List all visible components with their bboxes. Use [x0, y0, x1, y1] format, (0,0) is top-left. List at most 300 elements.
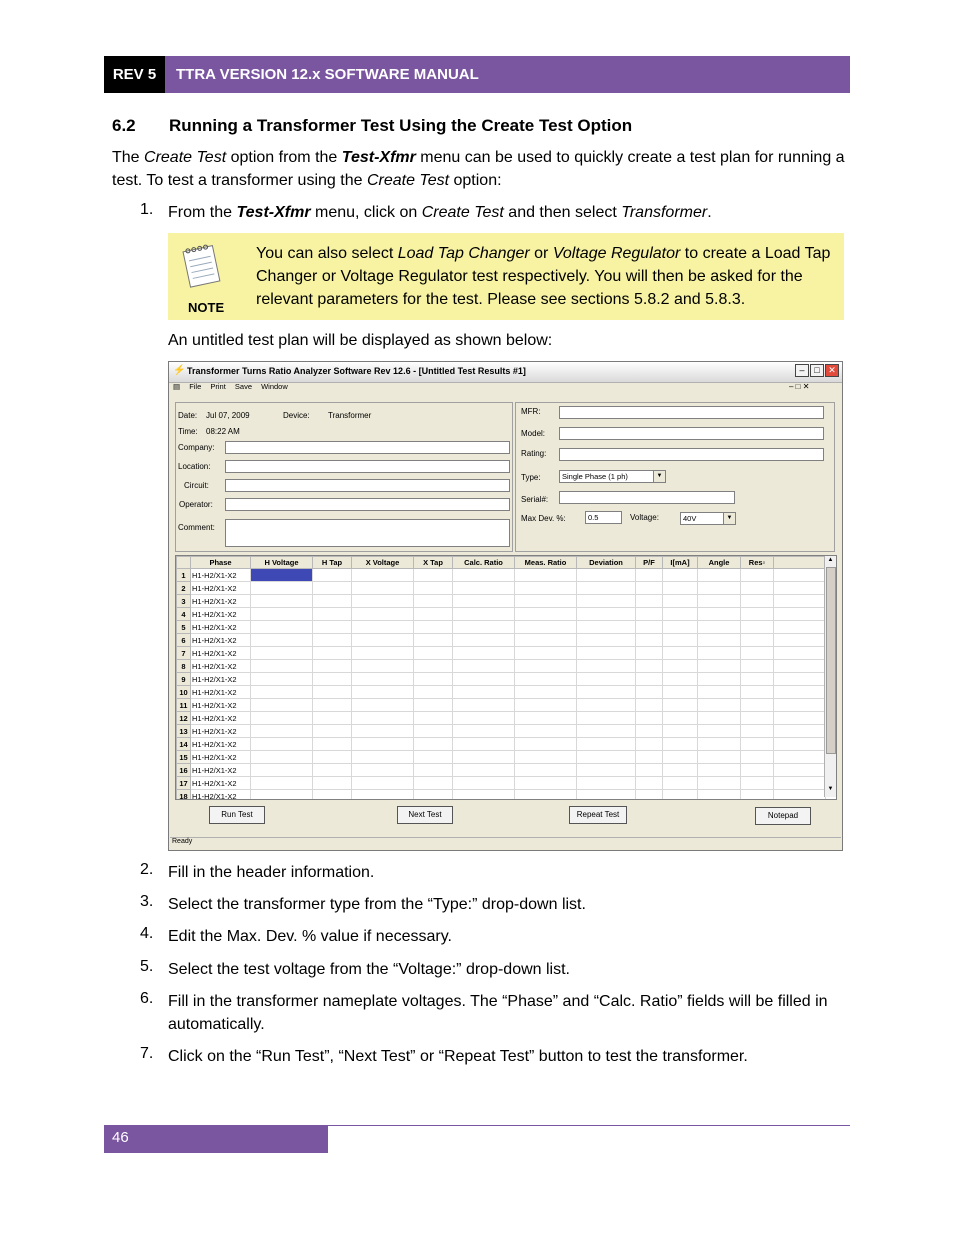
grid-cell[interactable] — [251, 725, 313, 738]
grid-cell[interactable] — [577, 751, 636, 764]
grid-cell[interactable] — [313, 608, 352, 621]
grid-cell[interactable] — [352, 595, 414, 608]
grid-cell[interactable] — [636, 595, 663, 608]
grid-cell[interactable] — [453, 790, 515, 801]
grid-cell[interactable] — [313, 660, 352, 673]
grid-cell[interactable] — [515, 751, 577, 764]
phase-cell[interactable]: H1-H2/X1-X2 — [191, 725, 251, 738]
grid-cell[interactable] — [577, 777, 636, 790]
grid-cell[interactable] — [774, 634, 826, 647]
grid-cell[interactable] — [414, 634, 453, 647]
grid-cell[interactable] — [453, 647, 515, 660]
grid-cell[interactable] — [453, 608, 515, 621]
grid-cell[interactable] — [774, 699, 826, 712]
grid-cell[interactable] — [251, 582, 313, 595]
grid-cell[interactable] — [352, 621, 414, 634]
grid-cell[interactable] — [515, 595, 577, 608]
grid-cell[interactable] — [453, 738, 515, 751]
row-number: 2 — [177, 582, 191, 595]
grid-cell[interactable] — [741, 699, 774, 712]
app-titlebar — [169, 362, 842, 383]
grid-cell[interactable] — [663, 647, 698, 660]
column-header[interactable]: Phase — [191, 557, 251, 569]
grid-cell[interactable] — [636, 751, 663, 764]
grid-cell[interactable] — [414, 751, 453, 764]
grid-cell[interactable] — [774, 582, 826, 595]
menu-print[interactable]: Print — [210, 382, 226, 391]
grid-cell[interactable] — [414, 569, 453, 582]
grid-cell[interactable] — [663, 751, 698, 764]
grid-cell[interactable] — [577, 686, 636, 699]
grid-cell[interactable] — [313, 582, 352, 595]
phase-cell[interactable]: H1-H2/X1-X2 — [191, 777, 251, 790]
grid-cell[interactable] — [313, 738, 352, 751]
grid-cell[interactable] — [577, 621, 636, 634]
grid-cell[interactable] — [251, 595, 313, 608]
location-input[interactable] — [225, 460, 510, 473]
grid-scrollbar[interactable] — [824, 556, 836, 797]
grid-cell[interactable] — [313, 751, 352, 764]
serial-input[interactable] — [559, 491, 735, 504]
grid-cell[interactable] — [313, 621, 352, 634]
grid-cell[interactable] — [251, 777, 313, 790]
grid-cell[interactable] — [414, 608, 453, 621]
grid-cell[interactable] — [313, 725, 352, 738]
phase-cell[interactable]: H1-H2/X1-X2 — [191, 595, 251, 608]
type-dropdown[interactable] — [559, 470, 666, 483]
grid-cell[interactable] — [663, 660, 698, 673]
grid-cell[interactable] — [313, 790, 352, 801]
grid-cell[interactable] — [577, 582, 636, 595]
grid-cell[interactable] — [414, 582, 453, 595]
grid-cell[interactable] — [577, 608, 636, 621]
grid-cell[interactable] — [251, 634, 313, 647]
grid-cell[interactable] — [453, 595, 515, 608]
grid-cell[interactable] — [414, 777, 453, 790]
grid-cell[interactable] — [741, 595, 774, 608]
phase-cell[interactable]: H1-H2/X1-X2 — [191, 686, 251, 699]
grid-cell[interactable] — [352, 764, 414, 777]
grid-cell[interactable] — [636, 790, 663, 801]
company-input[interactable] — [225, 441, 510, 454]
grid-cell[interactable] — [698, 738, 741, 751]
grid-cell[interactable] — [741, 660, 774, 673]
grid-cell[interactable] — [663, 725, 698, 738]
grid-cell[interactable] — [313, 569, 352, 582]
table-row[interactable] — [177, 790, 826, 801]
grid-cell[interactable] — [577, 660, 636, 673]
table-row[interactable] — [177, 712, 826, 725]
grid-cell[interactable] — [577, 725, 636, 738]
grid-cell[interactable] — [251, 686, 313, 699]
grid-cell[interactable] — [577, 647, 636, 660]
grid-cell[interactable] — [698, 712, 741, 725]
grid-cell[interactable] — [251, 608, 313, 621]
grid-cell[interactable] — [774, 569, 826, 582]
phase-cell[interactable]: H1-H2/X1-X2 — [191, 712, 251, 725]
phase-cell[interactable]: H1-H2/X1-X2 — [191, 647, 251, 660]
grid-cell[interactable] — [515, 569, 577, 582]
grid-cell[interactable] — [698, 790, 741, 801]
maximize-icon[interactable]: □ — [810, 364, 824, 377]
grid-cell[interactable] — [453, 777, 515, 790]
grid-cell[interactable] — [515, 777, 577, 790]
grid-cell[interactable] — [577, 634, 636, 647]
column-header[interactable]: Calc. Ratio — [453, 557, 515, 569]
grid-cell[interactable] — [414, 647, 453, 660]
grid-cell[interactable] — [636, 725, 663, 738]
grid-cell[interactable] — [698, 582, 741, 595]
grid-cell[interactable] — [636, 660, 663, 673]
close-icon[interactable]: ✕ — [825, 364, 839, 377]
grid-cell[interactable] — [352, 699, 414, 712]
grid-cell[interactable] — [515, 712, 577, 725]
column-header[interactable]: I[mA] — [663, 557, 698, 569]
grid-cell[interactable] — [515, 673, 577, 686]
grid-cell[interactable] — [741, 621, 774, 634]
grid-cell[interactable] — [352, 738, 414, 751]
table-row[interactable] — [177, 608, 826, 621]
grid-cell[interactable] — [577, 738, 636, 751]
menu-save[interactable]: Save — [234, 382, 252, 391]
table-row[interactable] — [177, 699, 826, 712]
menu-window[interactable]: Window — [261, 382, 288, 391]
grid-cell[interactable] — [251, 647, 313, 660]
column-header[interactable]: Deviation — [577, 557, 636, 569]
table-row[interactable] — [177, 777, 826, 790]
grid-cell[interactable] — [352, 751, 414, 764]
grid-cell[interactable] — [313, 647, 352, 660]
phase-cell[interactable]: H1-H2/X1-X2 — [191, 751, 251, 764]
grid-cell[interactable] — [251, 790, 313, 801]
grid-cell[interactable] — [251, 764, 313, 777]
grid-cell[interactable] — [414, 738, 453, 751]
grid-cell[interactable] — [352, 608, 414, 621]
grid-cell[interactable] — [251, 712, 313, 725]
grid-cell[interactable] — [515, 764, 577, 777]
grid-cell[interactable] — [414, 660, 453, 673]
grid-cell[interactable] — [453, 621, 515, 634]
grid-cell[interactable] — [698, 608, 741, 621]
grid-cell[interactable] — [636, 777, 663, 790]
grid-cell[interactable] — [515, 725, 577, 738]
comment-textarea[interactable] — [225, 519, 510, 547]
row-number: 18 — [177, 790, 191, 801]
grid-cell[interactable] — [453, 712, 515, 725]
grid-cell[interactable] — [741, 686, 774, 699]
grid-cell[interactable] — [774, 764, 826, 777]
run-test-button[interactable]: Run Test — [209, 806, 265, 824]
grid-cell[interactable] — [741, 764, 774, 777]
model-input[interactable] — [559, 427, 824, 440]
grid-cell[interactable] — [577, 595, 636, 608]
table-row[interactable] — [177, 595, 826, 608]
grid-cell[interactable] — [741, 582, 774, 595]
grid-cell[interactable] — [698, 699, 741, 712]
grid-cell[interactable] — [636, 647, 663, 660]
grid-cell[interactable] — [698, 686, 741, 699]
grid-cell[interactable] — [741, 712, 774, 725]
grid-cell[interactable] — [663, 699, 698, 712]
grid-cell[interactable] — [352, 712, 414, 725]
grid-cell[interactable] — [698, 764, 741, 777]
grid-cell[interactable] — [774, 660, 826, 673]
grid-cell[interactable] — [313, 764, 352, 777]
grid-cell[interactable] — [774, 608, 826, 621]
grid-cell[interactable] — [251, 660, 313, 673]
minimize-icon[interactable]: ‒ — [795, 364, 809, 377]
grid-cell[interactable] — [453, 764, 515, 777]
grid-cell[interactable] — [698, 569, 741, 582]
grid-cell[interactable] — [414, 764, 453, 777]
grid-cell[interactable] — [453, 673, 515, 686]
scroll-thumb[interactable] — [826, 567, 836, 754]
grid-cell[interactable] — [663, 582, 698, 595]
grid-cell[interactable] — [774, 595, 826, 608]
grid-cell[interactable] — [698, 595, 741, 608]
column-header[interactable]: Angle — [698, 557, 741, 569]
phase-cell[interactable]: H1-H2/X1-X2 — [191, 673, 251, 686]
grid-cell[interactable] — [515, 738, 577, 751]
column-header[interactable]: Res▫ — [741, 557, 774, 569]
grid-cell[interactable] — [352, 582, 414, 595]
grid-cell[interactable] — [636, 699, 663, 712]
grid-cell[interactable] — [251, 621, 313, 634]
grid-cell[interactable] — [577, 569, 636, 582]
grid-cell[interactable] — [663, 777, 698, 790]
grid-cell[interactable] — [251, 738, 313, 751]
grid-cell[interactable] — [515, 582, 577, 595]
grid-cell[interactable] — [414, 699, 453, 712]
grid-cell[interactable] — [636, 686, 663, 699]
table-row[interactable] — [177, 738, 826, 751]
grid-cell[interactable] — [663, 764, 698, 777]
grid-cell[interactable] — [453, 634, 515, 647]
table-row[interactable] — [177, 673, 826, 686]
grid-cell[interactable] — [251, 569, 313, 582]
grid-cell[interactable] — [698, 621, 741, 634]
grid-cell[interactable] — [741, 751, 774, 764]
grid-cell[interactable] — [774, 725, 826, 738]
grid-cell[interactable] — [313, 686, 352, 699]
grid-cell[interactable] — [515, 647, 577, 660]
phase-cell[interactable]: H1-H2/X1-X2 — [191, 569, 251, 582]
grid-cell[interactable] — [251, 699, 313, 712]
grid-cell[interactable] — [741, 634, 774, 647]
grid-cell[interactable] — [453, 699, 515, 712]
grid-cell[interactable] — [663, 569, 698, 582]
column-header[interactable]: H Tap — [313, 557, 352, 569]
grid-cell[interactable] — [453, 582, 515, 595]
next-test-button[interactable]: Next Test — [397, 806, 453, 824]
grid-cell[interactable] — [774, 751, 826, 764]
grid-cell[interactable] — [698, 634, 741, 647]
grid-cell[interactable] — [636, 608, 663, 621]
grid-cell[interactable] — [663, 790, 698, 801]
text-run: menu can be used to quickly create a test plan for running a test. To test a transformer using the — [112, 149, 845, 189]
grid-cell[interactable] — [636, 764, 663, 777]
grid-cell[interactable] — [352, 660, 414, 673]
table-row[interactable] — [177, 764, 826, 777]
menu-file[interactable]: File — [189, 382, 202, 391]
grid-cell[interactable] — [515, 621, 577, 634]
row-number: 15 — [177, 751, 191, 764]
grid-cell[interactable] — [774, 777, 826, 790]
rating-input[interactable] — [559, 448, 824, 461]
mfr-input[interactable] — [559, 406, 824, 419]
table-row[interactable] — [177, 647, 826, 660]
grid-cell[interactable] — [515, 790, 577, 801]
grid-cell[interactable] — [636, 569, 663, 582]
grid-cell[interactable] — [313, 777, 352, 790]
grid-cell[interactable] — [352, 634, 414, 647]
column-header[interactable]: X Voltage — [352, 557, 414, 569]
circuit-input[interactable] — [225, 479, 510, 492]
grid-cell[interactable] — [313, 673, 352, 686]
grid-cell[interactable] — [636, 738, 663, 751]
table-row[interactable] — [177, 725, 826, 738]
grid-cell[interactable] — [741, 790, 774, 801]
table-row[interactable] — [177, 569, 826, 582]
grid-cell[interactable] — [352, 686, 414, 699]
grid-cell[interactable] — [515, 634, 577, 647]
column-header[interactable]: H Voltage — [251, 557, 313, 569]
grid-cell[interactable] — [577, 699, 636, 712]
grid-cell[interactable] — [577, 712, 636, 725]
table-row[interactable] — [177, 686, 826, 699]
grid-cell[interactable] — [453, 751, 515, 764]
grid-cell[interactable] — [577, 790, 636, 801]
grid-cell[interactable] — [313, 634, 352, 647]
table-row[interactable] — [177, 751, 826, 764]
grid-cell[interactable] — [663, 673, 698, 686]
grid-cell[interactable] — [741, 777, 774, 790]
grid-cell[interactable] — [313, 595, 352, 608]
grid-cell[interactable] — [352, 647, 414, 660]
operator-input[interactable] — [225, 498, 510, 511]
grid-cell[interactable] — [774, 621, 826, 634]
grid-cell[interactable] — [774, 790, 826, 801]
phase-cell[interactable]: H1-H2/X1-X2 — [191, 634, 251, 647]
grid-cell[interactable] — [741, 738, 774, 751]
grid-cell[interactable] — [663, 621, 698, 634]
table-row[interactable] — [177, 660, 826, 673]
grid-cell[interactable] — [453, 725, 515, 738]
grid-cell[interactable] — [352, 790, 414, 801]
phase-cell[interactable]: H1-H2/X1-X2 — [191, 608, 251, 621]
grid-cell[interactable] — [663, 608, 698, 621]
grid-cell[interactable] — [636, 582, 663, 595]
grid-cell[interactable] — [414, 621, 453, 634]
grid-cell[interactable] — [741, 725, 774, 738]
grid-cell[interactable] — [636, 634, 663, 647]
maxdev-input[interactable]: 0.5 — [585, 511, 622, 524]
grid-cell[interactable] — [577, 764, 636, 777]
mdi-controls[interactable]: ‒ □ ✕ — [789, 382, 810, 391]
grid-cell[interactable] — [698, 725, 741, 738]
grid-cell[interactable] — [636, 621, 663, 634]
grid-cell[interactable] — [774, 673, 826, 686]
grid-cell[interactable] — [453, 660, 515, 673]
grid-cell[interactable] — [352, 725, 414, 738]
column-header[interactable]: P/F — [636, 557, 663, 569]
table-row[interactable] — [177, 582, 826, 595]
grid-cell[interactable] — [774, 712, 826, 725]
phase-cell[interactable]: H1-H2/X1-X2 — [191, 764, 251, 777]
grid-cell[interactable] — [414, 725, 453, 738]
chevron-down-icon[interactable]: ▼ — [653, 471, 665, 482]
grid-cell[interactable] — [515, 608, 577, 621]
scroll-down-icon[interactable]: ▼ — [827, 786, 834, 792]
grid-cell[interactable] — [414, 686, 453, 699]
chevron-down-icon[interactable]: ▼ — [723, 513, 735, 524]
repeat-test-button[interactable]: Repeat Test — [569, 806, 627, 824]
table-row[interactable] — [177, 634, 826, 647]
grid-cell[interactable] — [698, 751, 741, 764]
grid-cell[interactable] — [515, 699, 577, 712]
notepad-button[interactable]: Notepad — [755, 807, 811, 825]
grid-cell[interactable] — [663, 738, 698, 751]
grid-cell[interactable] — [414, 595, 453, 608]
grid-cell[interactable] — [774, 647, 826, 660]
grid-cell[interactable] — [663, 595, 698, 608]
grid-cell[interactable] — [414, 790, 453, 801]
grid-cell[interactable] — [313, 712, 352, 725]
grid-cell[interactable] — [515, 660, 577, 673]
phase-cell[interactable]: H1-H2/X1-X2 — [191, 660, 251, 673]
grid-cell[interactable] — [577, 673, 636, 686]
phase-cell[interactable]: H1-H2/X1-X2 — [191, 738, 251, 751]
row-number: 7 — [177, 647, 191, 660]
grid-cell[interactable] — [698, 660, 741, 673]
grid-cell[interactable] — [698, 777, 741, 790]
grid-cell[interactable] — [663, 712, 698, 725]
grid-cell[interactable] — [741, 647, 774, 660]
grid-cell[interactable] — [352, 673, 414, 686]
column-header[interactable]: X Tap — [414, 557, 453, 569]
grid-cell[interactable] — [352, 777, 414, 790]
grid-cell[interactable] — [774, 686, 826, 699]
grid-cell[interactable] — [414, 712, 453, 725]
grid-cell[interactable] — [636, 673, 663, 686]
grid-cell[interactable] — [741, 569, 774, 582]
grid-cell[interactable] — [698, 673, 741, 686]
grid-cell[interactable] — [663, 686, 698, 699]
grid-cell[interactable] — [313, 699, 352, 712]
phase-cell[interactable]: H1-H2/X1-X2 — [191, 621, 251, 634]
grid-cell[interactable] — [251, 751, 313, 764]
phase-cell[interactable]: H1-H2/X1-X2 — [191, 582, 251, 595]
grid-cell[interactable] — [741, 608, 774, 621]
voltage-dropdown[interactable] — [680, 512, 736, 525]
scroll-up-icon[interactable]: ▲ — [827, 557, 834, 563]
grid-cell[interactable] — [414, 673, 453, 686]
column-header[interactable]: Meas. Ratio — [515, 557, 577, 569]
grid-cell[interactable] — [453, 686, 515, 699]
phase-cell[interactable]: H1-H2/X1-X2 — [191, 790, 251, 801]
grid-cell[interactable] — [453, 569, 515, 582]
grid-cell[interactable] — [251, 673, 313, 686]
table-row[interactable] — [177, 621, 826, 634]
phase-cell[interactable]: H1-H2/X1-X2 — [191, 699, 251, 712]
grid-cell[interactable] — [774, 738, 826, 751]
grid-cell[interactable] — [663, 634, 698, 647]
grid-cell[interactable] — [352, 569, 414, 582]
grid-cell[interactable] — [698, 647, 741, 660]
grid-cell[interactable] — [636, 712, 663, 725]
grid-cell[interactable] — [741, 673, 774, 686]
grid-cell[interactable] — [515, 686, 577, 699]
